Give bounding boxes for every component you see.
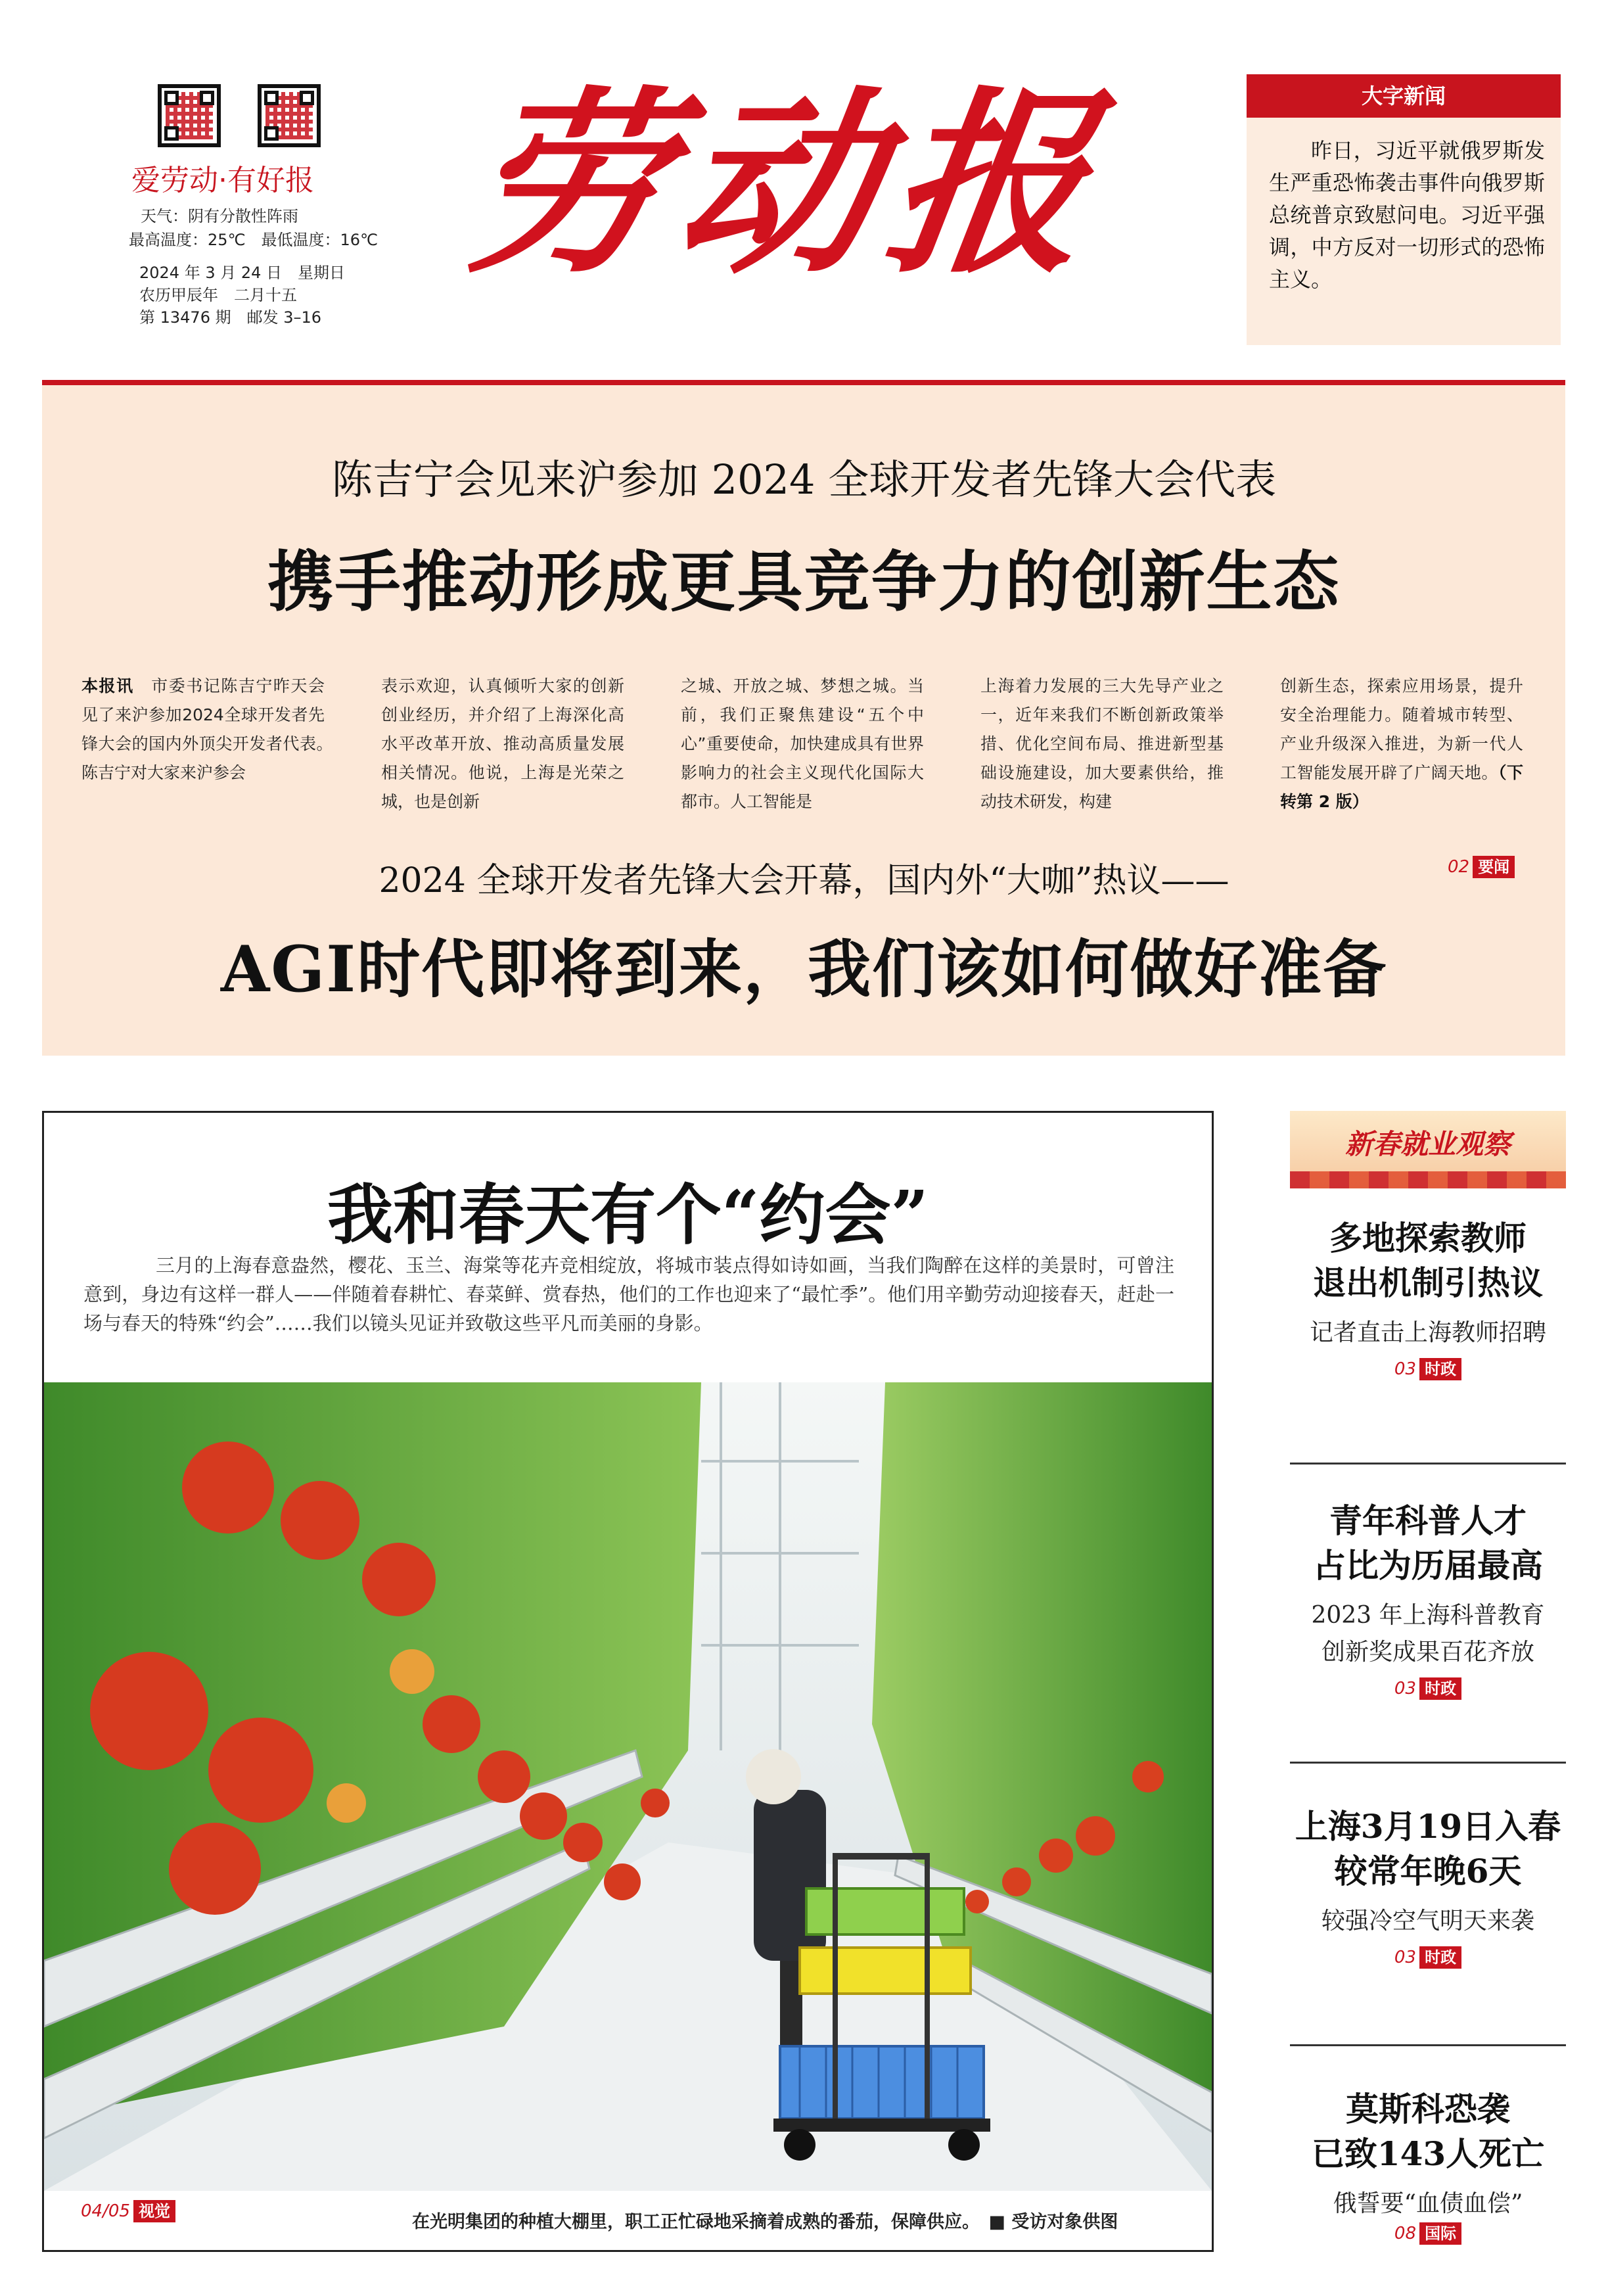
header-divider — [42, 380, 1565, 385]
weather: 天气：阴有分散性阵雨 — [141, 207, 298, 225]
lead-column-3: 之城、开放之城、梦想之城。当前，我们正聚焦建设“五个中心”重要使命，加快建成具有世界影响力的社会主义现代化国际大都市。人工智能是 — [681, 676, 924, 811]
rail-item-3[interactable]: 上海3月19日入春 较常年晚6天 较强冷空气明天来袭 03 时政 — [1295, 1807, 1561, 1967]
qr-code-right — [258, 84, 321, 147]
rail-banner — [1290, 1111, 1566, 1188]
feature-page-ref[interactable]: 04/05 视觉 — [81, 2200, 175, 2222]
rail-item-1[interactable]: 多地探索教师 退出机制引热议 记者直击上海教师招聘 03 时政 — [1309, 1219, 1546, 1379]
slogan: 爱劳动·有好报 — [131, 164, 314, 197]
photo-caption: 在光明集团的种植大棚里，职工正忙碌地采摘着成熟的番茄，保障供应。 ■ 受访对象供图 — [412, 2212, 1118, 2232]
issue-number: 第 13476 期 邮发 3–16 — [139, 308, 322, 327]
temperature: 最高温度：25℃ 最低温度：16℃ — [129, 231, 378, 249]
second-kicker: 2024 全球开发者先锋大会开幕，国内外“大咖”热议—— — [379, 861, 1229, 901]
second-headline[interactable]: AGI时代即将到来，我们该如何做好准备 — [220, 932, 1388, 1006]
rail-divider — [1290, 1463, 1566, 1464]
greenhouse-illustration — [44, 1382, 1212, 2191]
rail-item-4[interactable]: 莫斯科恐袭 已致143人死亡 俄誓要“血债血偿” 08 国际 — [1311, 2090, 1545, 2243]
rail-divider — [1290, 1762, 1566, 1764]
issue-date: 2024 年 3 月 24 日 星期日 — [139, 264, 346, 282]
big-news-box — [1247, 74, 1561, 345]
lead-column-1: 本报讯 市委书记陈吉宁昨天会见了来沪参加2024全球开发者先锋大会的国内外顶尖开发者代表。 陈吉宁对大家来沪参会 — [81, 676, 358, 782]
masthead-logo: 劳动报 — [453, 68, 1117, 300]
big-news-text: 昨日，习近平就俄罗斯发生严重恐怖袭击事件向俄罗斯总统普京致慰问电。习近平强调，中方反对一切形式的恐怖主义。 — [1269, 138, 1545, 292]
greenhouse-photo — [44, 1382, 1212, 2191]
continued-note: （下转第 2 版） — [1280, 763, 1523, 811]
banner-wave — [1290, 1171, 1566, 1188]
qr-code-left — [158, 84, 221, 147]
lead-kicker: 陈吉宁会见来沪参加 2024 全球开发者先锋大会代表 — [331, 456, 1277, 504]
feature-intro: 三月的上海春意盎然，樱花、玉兰、海棠等花卉竞相绽放，将城市装点得如诗如画，当我们陶醉在这样的美景时，可曾注意到，身边有这样一群人——伴随着春耕忙、春菜鲜、赏春热，他们的工作也迎来了“最忙季”。他们用辛勤劳动迎接春天，赶赴一场与春天的特殊“约会”……我们以镜头见证并致敬这些平凡而美丽的身影。 — [83, 1254, 1174, 1334]
feature-box — [42, 1111, 1214, 2252]
rail-divider — [1290, 2044, 1566, 2046]
second-page-ref[interactable]: 02 要闻 — [1448, 856, 1515, 878]
rail-item-2[interactable]: 青年科普人才 占比为历届最高 2023 年上海科普教育 创新奖成果百花齐放 03 时政 — [1311, 1501, 1545, 1699]
lead-column-4: 上海着力发展的三大先导产业之一，近年来我们不断创新政策举措、优化空间布局、推进新型基础设施建设，加大要素供给，推动技术研发，构建 — [980, 676, 1224, 811]
lead-column-2: 表示欢迎，认真倾听大家的创新创业经历，并介绍了上海深化高水平改革开放、推动高质量发展相关情况。他说，上海是光荣之城，也是创新 — [381, 676, 624, 811]
lunar-date: 农历甲辰年 二月十五 — [139, 286, 297, 304]
lead-column-5: 创新生态，探索应用场景，提升安全治理能力。随着城市转型、产业升级深入推进，为新一代人工智能发展开辟了广阔天地。（下转第 2 版） — [1280, 676, 1523, 811]
lead-headline[interactable]: 携手推动形成更具竞争力的创新生态 — [267, 543, 1341, 621]
rail-banner-title: 新春就业观察 — [1344, 1128, 1511, 1160]
photo-credit: ■ 受访对象供图 — [988, 2212, 1118, 2232]
feature-title[interactable]: 我和春天有个“约会” — [327, 1176, 929, 1253]
lead-byline: 本报讯 — [81, 676, 134, 695]
big-news-tag: 大字新闻 — [1247, 74, 1561, 118]
